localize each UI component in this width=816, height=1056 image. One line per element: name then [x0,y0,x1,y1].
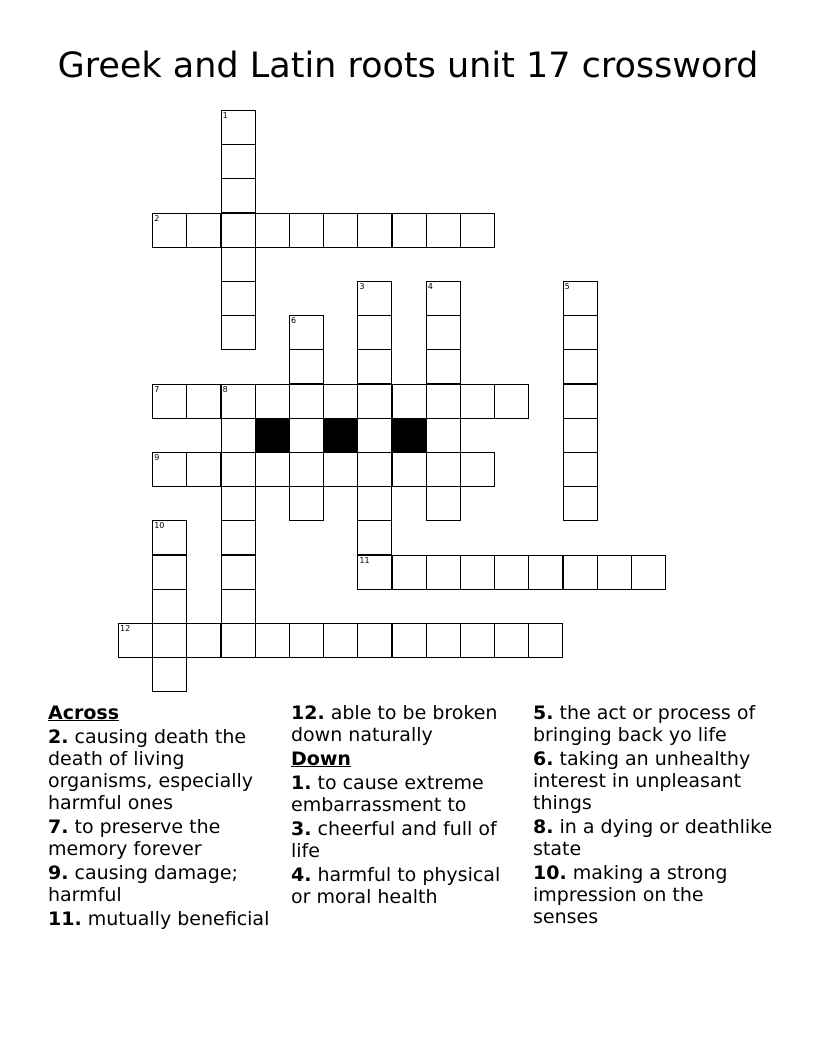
crossword-cell[interactable] [357,281,392,316]
clue-across-7: 7. to preserve the memory forever [48,816,221,860]
crossword-cell[interactable] [186,452,221,487]
crossword-cell[interactable] [255,452,290,487]
crossword-cell[interactable] [357,486,392,521]
clue-across-12: 12. able to be broken down naturally [291,702,498,746]
crossword-cell[interactable] [392,213,427,248]
cell-number: 6 [291,316,297,326]
crossword-cell[interactable] [323,213,358,248]
crossword-cell[interactable] [289,213,324,248]
crossword-cell[interactable] [426,623,461,658]
crossword-cell[interactable] [152,452,187,487]
crossword-cell[interactable] [255,213,290,248]
crossword-cell[interactable] [289,384,324,419]
crossword-cell[interactable] [152,384,187,419]
clue-column-3 [533,702,773,930]
crossword-cell[interactable] [426,555,461,590]
cell-number: 5 [564,282,570,291]
crossword-cell[interactable] [323,384,358,419]
crossword-cell[interactable] [426,213,461,248]
crossword-cell[interactable] [597,555,632,590]
crossword-cell[interactable] [426,281,461,316]
crossword-cell[interactable] [528,623,563,658]
crossword-cell[interactable] [221,213,256,248]
crossword-cell[interactable] [460,384,495,419]
crossword-cell[interactable] [221,144,256,179]
crossword-cell[interactable] [563,281,598,316]
clue-across-2: 2. causing death the death of living organisms, especially harmful ones [48,726,254,814]
crossword-cell[interactable] [494,623,529,658]
crossword-cell[interactable] [528,555,563,590]
crossword-cell[interactable] [221,281,256,316]
crossword-cell[interactable] [221,555,256,590]
crossword-cell[interactable] [255,623,290,658]
crossword-cell[interactable] [186,384,221,419]
clue-column-1 [48,702,278,932]
clue-down-4: 4. harmful to physical or moral health [291,864,501,908]
cell-number: 4 [427,282,433,291]
crossword-cell[interactable] [563,384,598,419]
clue-across-9: 9. causing damage; harmful [48,862,238,906]
crossword-cell[interactable] [631,555,666,590]
crossword-cell[interactable] [289,315,324,350]
crossword-cell[interactable] [460,623,495,658]
crossword-cell[interactable] [289,418,324,453]
crossword-cell[interactable] [563,315,598,350]
crossword-cell[interactable] [221,247,256,282]
crossword-cell[interactable] [426,418,461,453]
crossword-cell[interactable] [221,520,256,555]
crossword-cell[interactable] [221,178,256,213]
crossword-cell[interactable] [221,452,256,487]
crossword-cell[interactable] [221,623,256,658]
across-heading: Across [48,702,120,724]
crossword-cell[interactable] [426,315,461,350]
crossword-cell[interactable] [460,213,495,248]
clue-column-2 [291,702,521,910]
crossword-cell[interactable] [221,589,256,624]
crossword-cell[interactable] [392,623,427,658]
crossword-cell[interactable] [494,384,529,419]
crossword-cell[interactable] [357,520,392,555]
cell-number: 1 [222,111,228,120]
crossword-cell[interactable] [221,486,256,521]
crossword-cell[interactable] [186,213,221,248]
crossword-cell[interactable] [118,623,153,658]
cell-number: 2 [154,213,160,223]
crossword-cell[interactable] [357,213,392,248]
crossword-cell[interactable] [357,452,392,487]
crossword-cell[interactable] [357,555,392,590]
crossword-cell[interactable] [357,384,392,419]
crossword-cell[interactable] [563,418,598,453]
cell-number: 8 [222,384,228,394]
cell-number: 3 [359,282,365,291]
crossword-black-cell [323,418,358,453]
crossword-cell[interactable] [357,623,392,658]
crossword-black-cell [255,418,290,453]
cell-number: 9 [154,453,160,462]
crossword-cell[interactable] [392,452,427,487]
cell-number: 11 [359,555,370,565]
cell-number: 10 [154,521,165,531]
clue-down-6: 6. taking an unhealthy interest in unpleasant things [533,748,751,814]
clue-down-1: 1. to cause extreme embarrassment to [291,772,484,816]
crossword-cell[interactable] [152,555,187,590]
cell-number: 12 [120,624,131,633]
crossword-cell[interactable] [563,486,598,521]
crossword-cell[interactable] [255,384,290,419]
crossword-cell[interactable] [289,452,324,487]
crossword-cell[interactable] [152,657,187,692]
crossword-cell[interactable] [357,418,392,453]
crossword-cell[interactable] [563,452,598,487]
crossword-cell[interactable] [152,520,187,555]
crossword-cell[interactable] [563,555,598,590]
crossword-cell[interactable] [460,555,495,590]
crossword-cell[interactable] [392,555,427,590]
crossword-black-cell [392,418,427,453]
cell-number: 7 [154,384,160,394]
crossword-cell[interactable] [426,452,461,487]
crossword-cell[interactable] [152,213,187,248]
crossword-cell[interactable] [152,589,187,624]
crossword-cell[interactable] [426,486,461,521]
crossword-cell[interactable] [221,384,256,419]
crossword-cell[interactable] [289,486,324,521]
crossword-cell[interactable] [494,555,529,590]
crossword-cell[interactable] [221,418,256,453]
crossword-cell[interactable] [563,349,598,384]
crossword-cell[interactable] [152,623,187,658]
crossword-cell[interactable] [221,315,256,350]
clue-down-10: 10. making a strong impression on the senses [533,862,728,928]
clue-down-8: 8. in a dying or deathlike state [533,816,773,860]
crossword-cell[interactable] [357,315,392,350]
crossword-cell[interactable] [323,623,358,658]
clue-down-5: 5. the act or process of bringing back yo life [533,702,756,746]
crossword-cell[interactable] [357,349,392,384]
crossword-cell[interactable] [186,623,221,658]
crossword-cell[interactable] [289,349,324,384]
crossword-cell[interactable] [426,349,461,384]
clue-down-3: 3. cheerful and full of life [291,818,497,862]
page-title: Greek and Latin roots unit 17 crossword [57,46,759,86]
crossword-cell[interactable] [289,623,324,658]
clue-across-11: 11. mutually beneficial [48,908,270,930]
crossword-cell[interactable] [323,452,358,487]
crossword-cell[interactable] [221,110,256,145]
down-heading: Down [291,748,351,770]
crossword-cell[interactable] [392,384,427,419]
crossword-cell[interactable] [426,384,461,419]
crossword-cell[interactable] [460,452,495,487]
